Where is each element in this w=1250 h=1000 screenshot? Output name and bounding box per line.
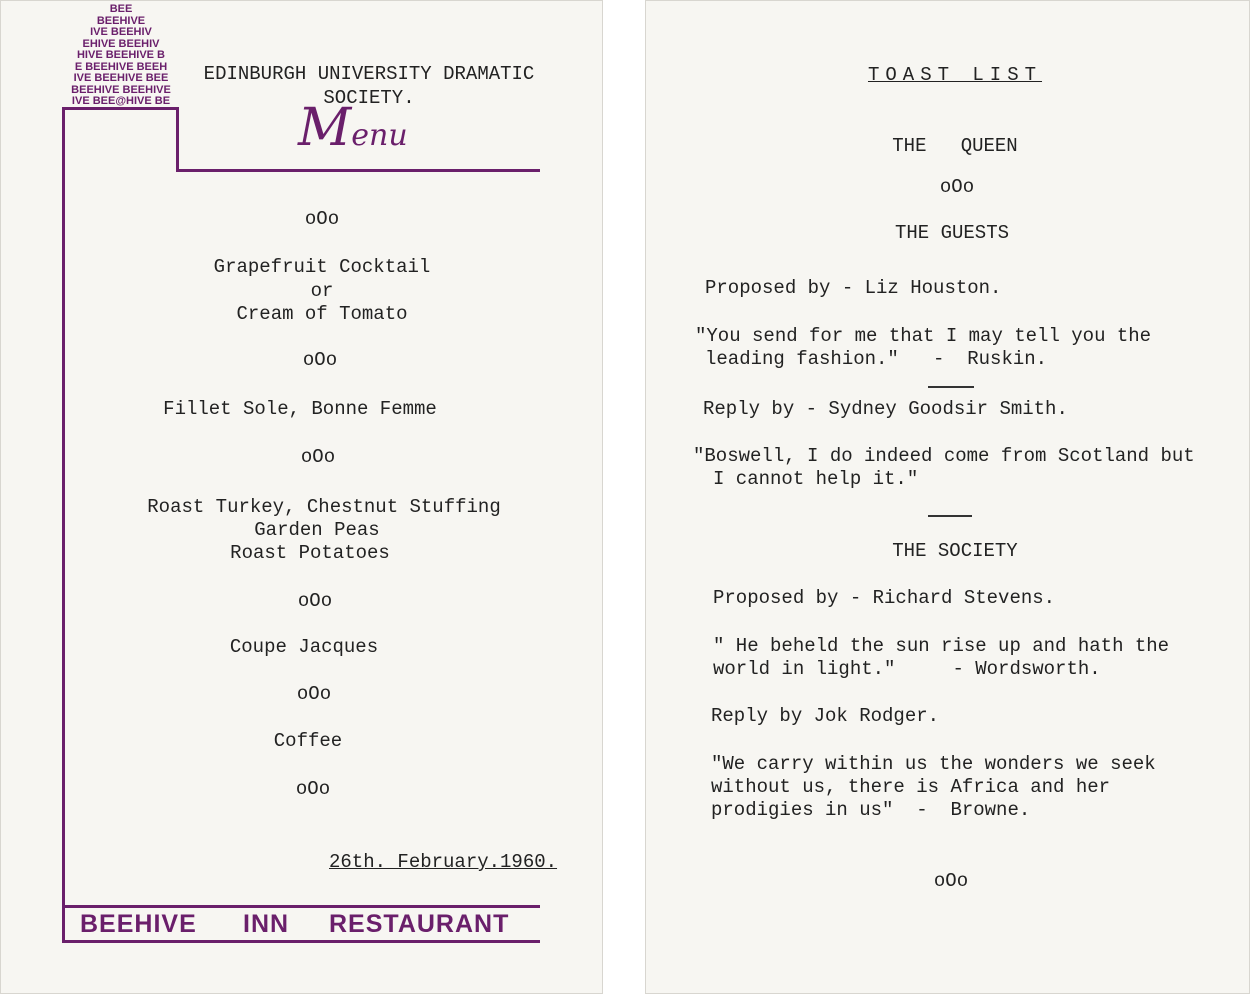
separator: oOo <box>297 590 333 612</box>
beehive-logo-line: IVE BEE@HIVE BE <box>71 96 171 107</box>
menu-date: 26th. February.1960. <box>329 851 558 873</box>
main-item: Roast Potatoes <box>230 542 390 564</box>
proposer-text: Proposed by - Richard Stevens. <box>713 587 1056 609</box>
quote-line: leading fashion." - Ruskin. <box>705 348 1048 370</box>
frame-step <box>176 107 179 171</box>
dessert-item: Coupe Jacques <box>229 636 379 658</box>
menu-title-cap: M <box>298 98 352 158</box>
coffee-item: Coffee <box>273 730 343 752</box>
separator: oOo <box>302 349 338 371</box>
proposer-text: Proposed by - Liz Houston. <box>705 277 1002 299</box>
beehive-logo-line: IVE BEEHIVE BEE <box>73 73 169 84</box>
menu-title-rest: enu <box>351 118 408 153</box>
toast-heading: THE QUEEN <box>892 135 1018 157</box>
reply-text: Reply by Jok Rodger. <box>711 705 940 727</box>
separator: oOo <box>939 176 975 198</box>
quote-line: prodigies in us" - Browne. <box>711 799 1031 821</box>
toast-heading: THE SOCIETY <box>892 540 1018 562</box>
separator: oOo <box>295 778 331 800</box>
separator: oOo <box>304 208 340 230</box>
quote-line: I cannot help it." <box>713 468 919 490</box>
beehive-logo <box>62 4 180 108</box>
beehive-logo-line: EHIVE BEEHIV <box>82 38 160 50</box>
toast-card <box>645 0 1250 994</box>
quote-line: "We carry within us the wonders we seek <box>711 753 1156 775</box>
beehive-logo-line: HIVE BEEHIVE B <box>76 50 166 61</box>
beehive-logo-line: BEEHIVE BEEHIVE <box>71 84 171 96</box>
quote-line: "Boswell, I do indeed come from Scotland but <box>693 445 1195 467</box>
footer-restaurant: RESTAURANT <box>329 910 510 938</box>
toast-heading: THE GUESTS <box>894 222 1010 244</box>
beehive-logo-line: BEE <box>109 4 133 15</box>
separator: oOo <box>296 683 332 705</box>
main-item: Roast Turkey, Chestnut Stuffing <box>147 496 501 518</box>
frame-top-left <box>62 107 178 110</box>
starter-item: Cream of Tomato <box>236 303 408 325</box>
quote-line: "You send for me that I may tell you the <box>695 325 1152 347</box>
society-line1: EDINBURGH UNIVERSITY DRAMATIC <box>203 63 535 85</box>
quote-line: world in light." - Wordsworth. <box>713 658 1101 680</box>
starter-item: Grapefruit Cocktail <box>213 256 431 278</box>
footer-beehive: BEEHIVE <box>80 910 197 938</box>
separator: oOo <box>300 446 336 468</box>
footer-inn: INN <box>243 910 290 938</box>
divider <box>928 515 972 517</box>
frame-top-right <box>176 169 540 172</box>
starter-or: or <box>310 280 334 302</box>
main-item: Garden Peas <box>254 519 380 541</box>
menu-card <box>0 0 603 994</box>
frame-footer-top <box>62 905 540 908</box>
frame-bottom <box>62 940 540 943</box>
reply-text: Reply by - Sydney Goodsir Smith. <box>703 398 1068 420</box>
beehive-logo-line: IVE BEEHIV <box>90 27 152 38</box>
divider <box>928 386 974 388</box>
beehive-logo-line: E BEEHIVE BEEH <box>74 61 168 73</box>
beehive-logo-line: BEEHIVE <box>96 15 146 27</box>
society-line2: SOCIETY. <box>323 87 415 109</box>
menu-title <box>298 98 408 158</box>
quote-line: " He beheld the sun rise up and hath the <box>713 635 1170 657</box>
fish-item: Fillet Sole, Bonne Femme <box>163 398 437 420</box>
quote-line: without us, there is Africa and her <box>711 776 1111 798</box>
toast-list-title: TOAST LIST <box>867 64 1043 86</box>
frame-left <box>62 107 65 942</box>
end-separator: oOo <box>933 870 969 892</box>
